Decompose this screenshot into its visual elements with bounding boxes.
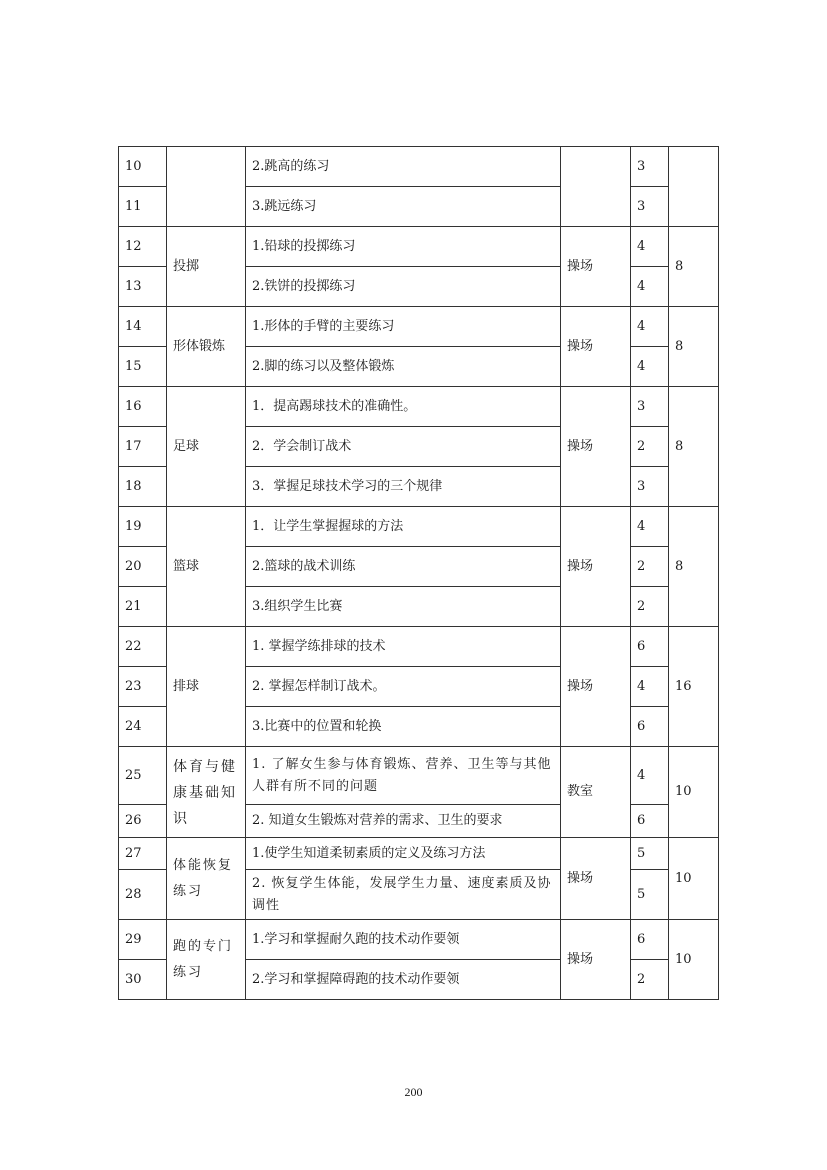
lesson-hours: 4 — [631, 227, 669, 267]
venue-cell: 操场 — [561, 920, 631, 1000]
total-hours-cell: 8 — [669, 307, 719, 387]
lesson-number: 23 — [119, 667, 167, 707]
lesson-hours: 2 — [631, 587, 669, 627]
lesson-hours: 4 — [631, 507, 669, 547]
total-hours-cell — [669, 147, 719, 227]
lesson-content: 3.跳远练习 — [246, 187, 561, 227]
total-hours-cell: 8 — [669, 507, 719, 627]
lesson-number: 16 — [119, 387, 167, 427]
lesson-content: 3．掌握足球技术学习的三个规律 — [246, 467, 561, 507]
total-hours-cell: 16 — [669, 627, 719, 747]
topic-cell: 排球 — [167, 627, 246, 747]
lesson-number: 21 — [119, 587, 167, 627]
table-row — [119, 307, 719, 347]
lesson-content: 2.跳高的练习 — [246, 147, 561, 187]
table-row — [119, 227, 719, 267]
lesson-hours: 2 — [631, 427, 669, 467]
venue-cell: 操场 — [561, 387, 631, 507]
lesson-hours: 5 — [631, 838, 669, 870]
lesson-number: 19 — [119, 507, 167, 547]
table-row — [119, 747, 719, 805]
lesson-content: 1.学习和掌握耐久跑的技术动作要领 — [246, 920, 561, 960]
lesson-number: 22 — [119, 627, 167, 667]
lesson-hours: 4 — [631, 307, 669, 347]
lesson-content: 2. 恢复学生体能，发展学生力量、速度素质及协调性 — [246, 870, 561, 920]
lesson-number: 15 — [119, 347, 167, 387]
lesson-content: 1．让学生掌握握球的方法 — [246, 507, 561, 547]
lesson-hours: 6 — [631, 707, 669, 747]
venue-cell: 操场 — [561, 507, 631, 627]
total-hours-cell: 8 — [669, 227, 719, 307]
lesson-content: 2. 知道女生锻炼对营养的需求、卫生的要求 — [246, 805, 561, 838]
lesson-number: 10 — [119, 147, 167, 187]
lesson-number: 14 — [119, 307, 167, 347]
lesson-content: 3.组织学生比赛 — [246, 587, 561, 627]
total-hours-cell: 10 — [669, 838, 719, 920]
lesson-number: 17 — [119, 427, 167, 467]
lesson-hours: 6 — [631, 805, 669, 838]
lesson-hours: 6 — [631, 920, 669, 960]
venue-cell: 操场 — [561, 307, 631, 387]
total-hours-cell: 8 — [669, 387, 719, 507]
lesson-content: 2.脚的练习以及整体锻炼 — [246, 347, 561, 387]
table-row — [119, 838, 719, 870]
lesson-number: 25 — [119, 747, 167, 805]
table-row — [119, 507, 719, 547]
lesson-hours: 6 — [631, 627, 669, 667]
lesson-content: 3.比赛中的位置和轮换 — [246, 707, 561, 747]
table-row — [119, 920, 719, 960]
lesson-number: 24 — [119, 707, 167, 747]
venue-cell: 操场 — [561, 227, 631, 307]
lesson-hours: 3 — [631, 187, 669, 227]
lesson-number: 18 — [119, 467, 167, 507]
lesson-content: 1.使学生知道柔韧素质的定义及练习方法 — [246, 838, 561, 870]
topic-cell: 形体锻炼 — [167, 307, 246, 387]
topic-cell: 足球 — [167, 387, 246, 507]
topic-cell: 体育与健康基础知识 — [167, 747, 246, 838]
topic-cell: 篮球 — [167, 507, 246, 627]
lesson-content: 1.铅球的投掷练习 — [246, 227, 561, 267]
table-row — [119, 627, 719, 667]
lesson-number: 30 — [119, 960, 167, 1000]
total-hours-cell: 10 — [669, 747, 719, 838]
topic-cell: 体能恢复练习 — [167, 838, 246, 920]
lesson-content: 1.形体的手臂的主要练习 — [246, 307, 561, 347]
lesson-number: 28 — [119, 870, 167, 920]
lesson-hours: 4 — [631, 347, 669, 387]
lesson-content: 1．提高踢球技术的准确性。 — [246, 387, 561, 427]
venue-cell: 教室 — [561, 747, 631, 838]
lesson-number: 11 — [119, 187, 167, 227]
lesson-hours: 3 — [631, 147, 669, 187]
lesson-hours: 4 — [631, 747, 669, 805]
lesson-number: 29 — [119, 920, 167, 960]
lesson-content: 2.学习和掌握障碍跑的技术动作要领 — [246, 960, 561, 1000]
total-hours-cell: 10 — [669, 920, 719, 1000]
lesson-hours: 2 — [631, 960, 669, 1000]
lesson-content: 2.篮球的战术训练 — [246, 547, 561, 587]
table-row — [119, 147, 719, 187]
table-row — [119, 387, 719, 427]
lesson-content: 2．学会制订战术 — [246, 427, 561, 467]
lesson-number: 20 — [119, 547, 167, 587]
lesson-number: 27 — [119, 838, 167, 870]
lesson-hours: 3 — [631, 387, 669, 427]
venue-cell: 操场 — [561, 627, 631, 747]
lesson-content: 2. 掌握怎样制订战术。 — [246, 667, 561, 707]
topic-cell — [167, 147, 246, 227]
lesson-content: 2.铁饼的投掷练习 — [246, 267, 561, 307]
lesson-number: 26 — [119, 805, 167, 838]
lesson-hours: 4 — [631, 667, 669, 707]
page-number: 200 — [404, 1085, 423, 1099]
lesson-hours: 5 — [631, 870, 669, 920]
venue-cell — [561, 147, 631, 227]
topic-cell: 跑的专门练习 — [167, 920, 246, 1000]
lesson-hours: 3 — [631, 467, 669, 507]
lesson-hours: 4 — [631, 267, 669, 307]
course-schedule-table — [118, 146, 719, 1000]
lesson-number: 13 — [119, 267, 167, 307]
lesson-content: 1. 了解女生参与体育锻炼、营养、卫生等与其他人群有所不同的问题 — [246, 747, 561, 805]
lesson-hours: 2 — [631, 547, 669, 587]
venue-cell: 操场 — [561, 838, 631, 920]
lesson-content: 1. 掌握学练排球的技术 — [246, 627, 561, 667]
lesson-number: 12 — [119, 227, 167, 267]
topic-cell: 投掷 — [167, 227, 246, 307]
